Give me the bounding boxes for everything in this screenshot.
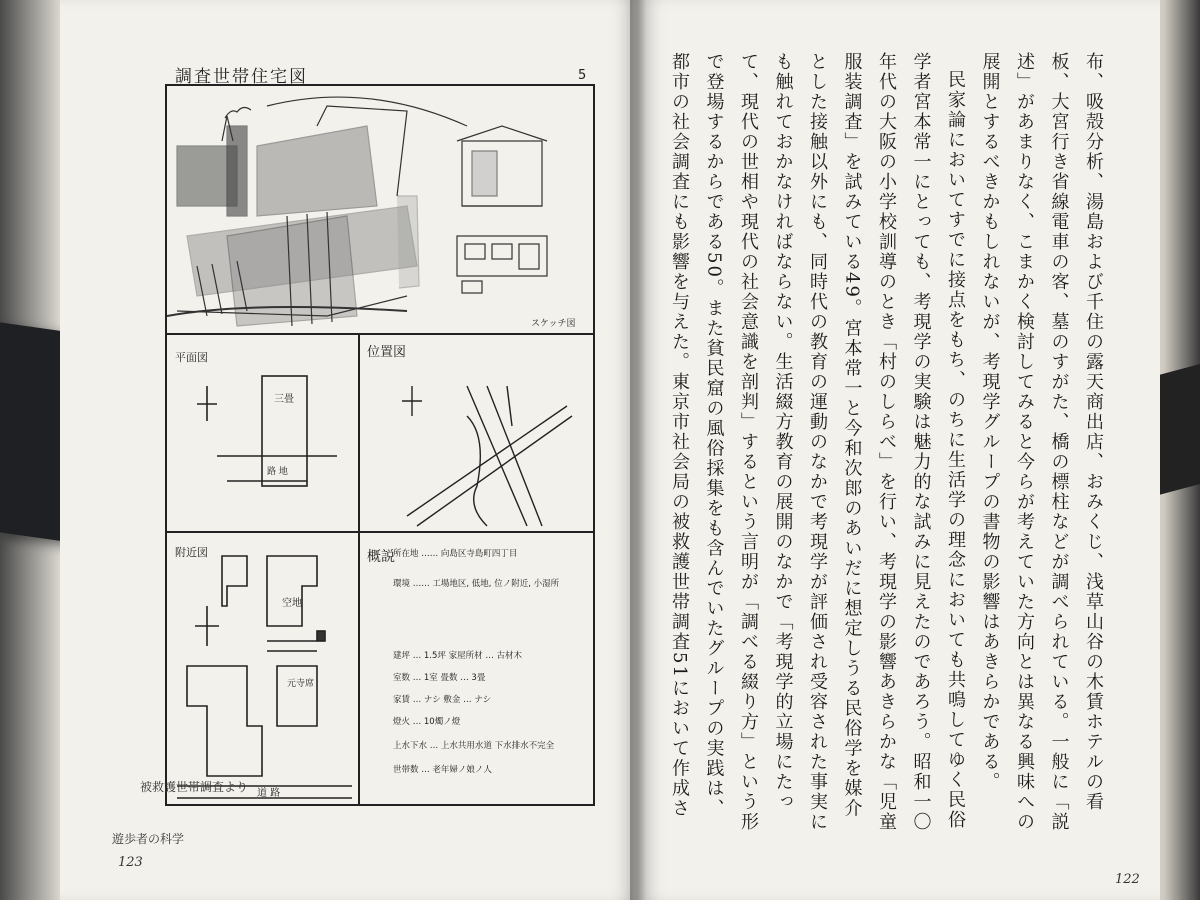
plan-room-label: 三畳 (274, 394, 294, 405)
overview-row: 室数 … 1室 畳数 … 3畳 (393, 673, 486, 683)
overview-row: 上水下水 … 上水共用水道 下水排水不完全 (393, 741, 555, 751)
vicinity-map (175, 545, 352, 799)
sketch-scene (167, 97, 467, 326)
plan-label: 平面図 (175, 351, 208, 364)
location-map (367, 345, 572, 526)
vicinity-empty-lot: 空地 (282, 598, 302, 609)
sketch-label: スケッチ図 (531, 319, 576, 329)
vicinity-temple: 元寺席 (287, 679, 315, 689)
vicinity-label: 附近図 (175, 546, 208, 559)
body-text (662, 52, 1110, 832)
overview-row: 燈火 … 10燭ノ燈 (393, 717, 461, 727)
figure-drawing (167, 86, 593, 804)
overview-row: 環境 …… 工場地区, 低地, 位ノ附近, 小湿所 (393, 579, 560, 589)
survey-housing-figure (165, 67, 593, 808)
paragraph: 布、吸殻分析、湯島および千住の露天商出店、おみくじ、浅草山谷の木賃ホテルの看板、大宮行き省線電車の客、墓のすがた、橋の標柱などが調べられている。一般に「説述」があまりなく、こまかく検討してみると今らが考えていた方向とは異なる興味への展開とするべきかもしれないが、考現学グループの書物の影響はあきらかである。 (979, 52, 1104, 832)
overview-row: 所在地 …… 向島区寺島町四丁目 (393, 549, 518, 559)
book-weight-right (1155, 364, 1200, 496)
left-page-number: 123 (118, 855, 143, 870)
running-title: 遊歩者の科学 (112, 832, 185, 846)
figure-caption: 被救護世帯調査より (140, 780, 249, 794)
overview-table (393, 548, 560, 775)
figure-number: 5 (578, 68, 587, 83)
plan-path-label: 路 地 (267, 467, 288, 477)
book-gutter (630, 0, 646, 900)
vicinity-road: 道 路 (257, 788, 281, 799)
overview-label: 概説 (367, 549, 395, 565)
paragraph: 民家論においてすでに接点をもち、のちに生活学の理念においても共鳴してゆく民俗学者宮本常一にとっても、考現学の実験は魅力的な試みに見えたのであろう。昭和一〇年代の大阪の小学校訓導のとき「村のしらべ」を行い、考現学の影響あきらかな「児童服装調査」を試みている49。宮本常一と今和次郎のあいだに想定しうる民俗学を媒介とした接触以外にも、同時代の教育の運動のなかで考現学が評価され受容された事実にも触れておかなければならない。生活綴方教育の展開のなかで「考現学的立場にたって、現代の世相や現代の社会意識を剖判」するという言明が「調べる綴り方」という形で登場するからである50。また貧民窟の風俗採集をも含んでいたグループの実践は、都市の社会調査にも影響を与えた。東京市社会局の被救護世帯調査51において作成さ (669, 52, 966, 832)
location-label: 位置図 (367, 345, 407, 360)
floor-plan (175, 351, 337, 486)
room-cross-section (457, 126, 547, 293)
overview-row: 建坪 … 1.5坪 家屋所材 … 古材木 (393, 651, 523, 661)
right-page-number: 122 (1115, 872, 1140, 887)
figure-title: 調査世帯住宅図 (175, 67, 308, 87)
figure-frame (165, 84, 595, 806)
overview-row: 家賃 … ナシ 敷金 … ナシ (393, 695, 492, 705)
overview-row: 世帯数 … 老年婦ノ娘ノ人 (393, 765, 492, 775)
